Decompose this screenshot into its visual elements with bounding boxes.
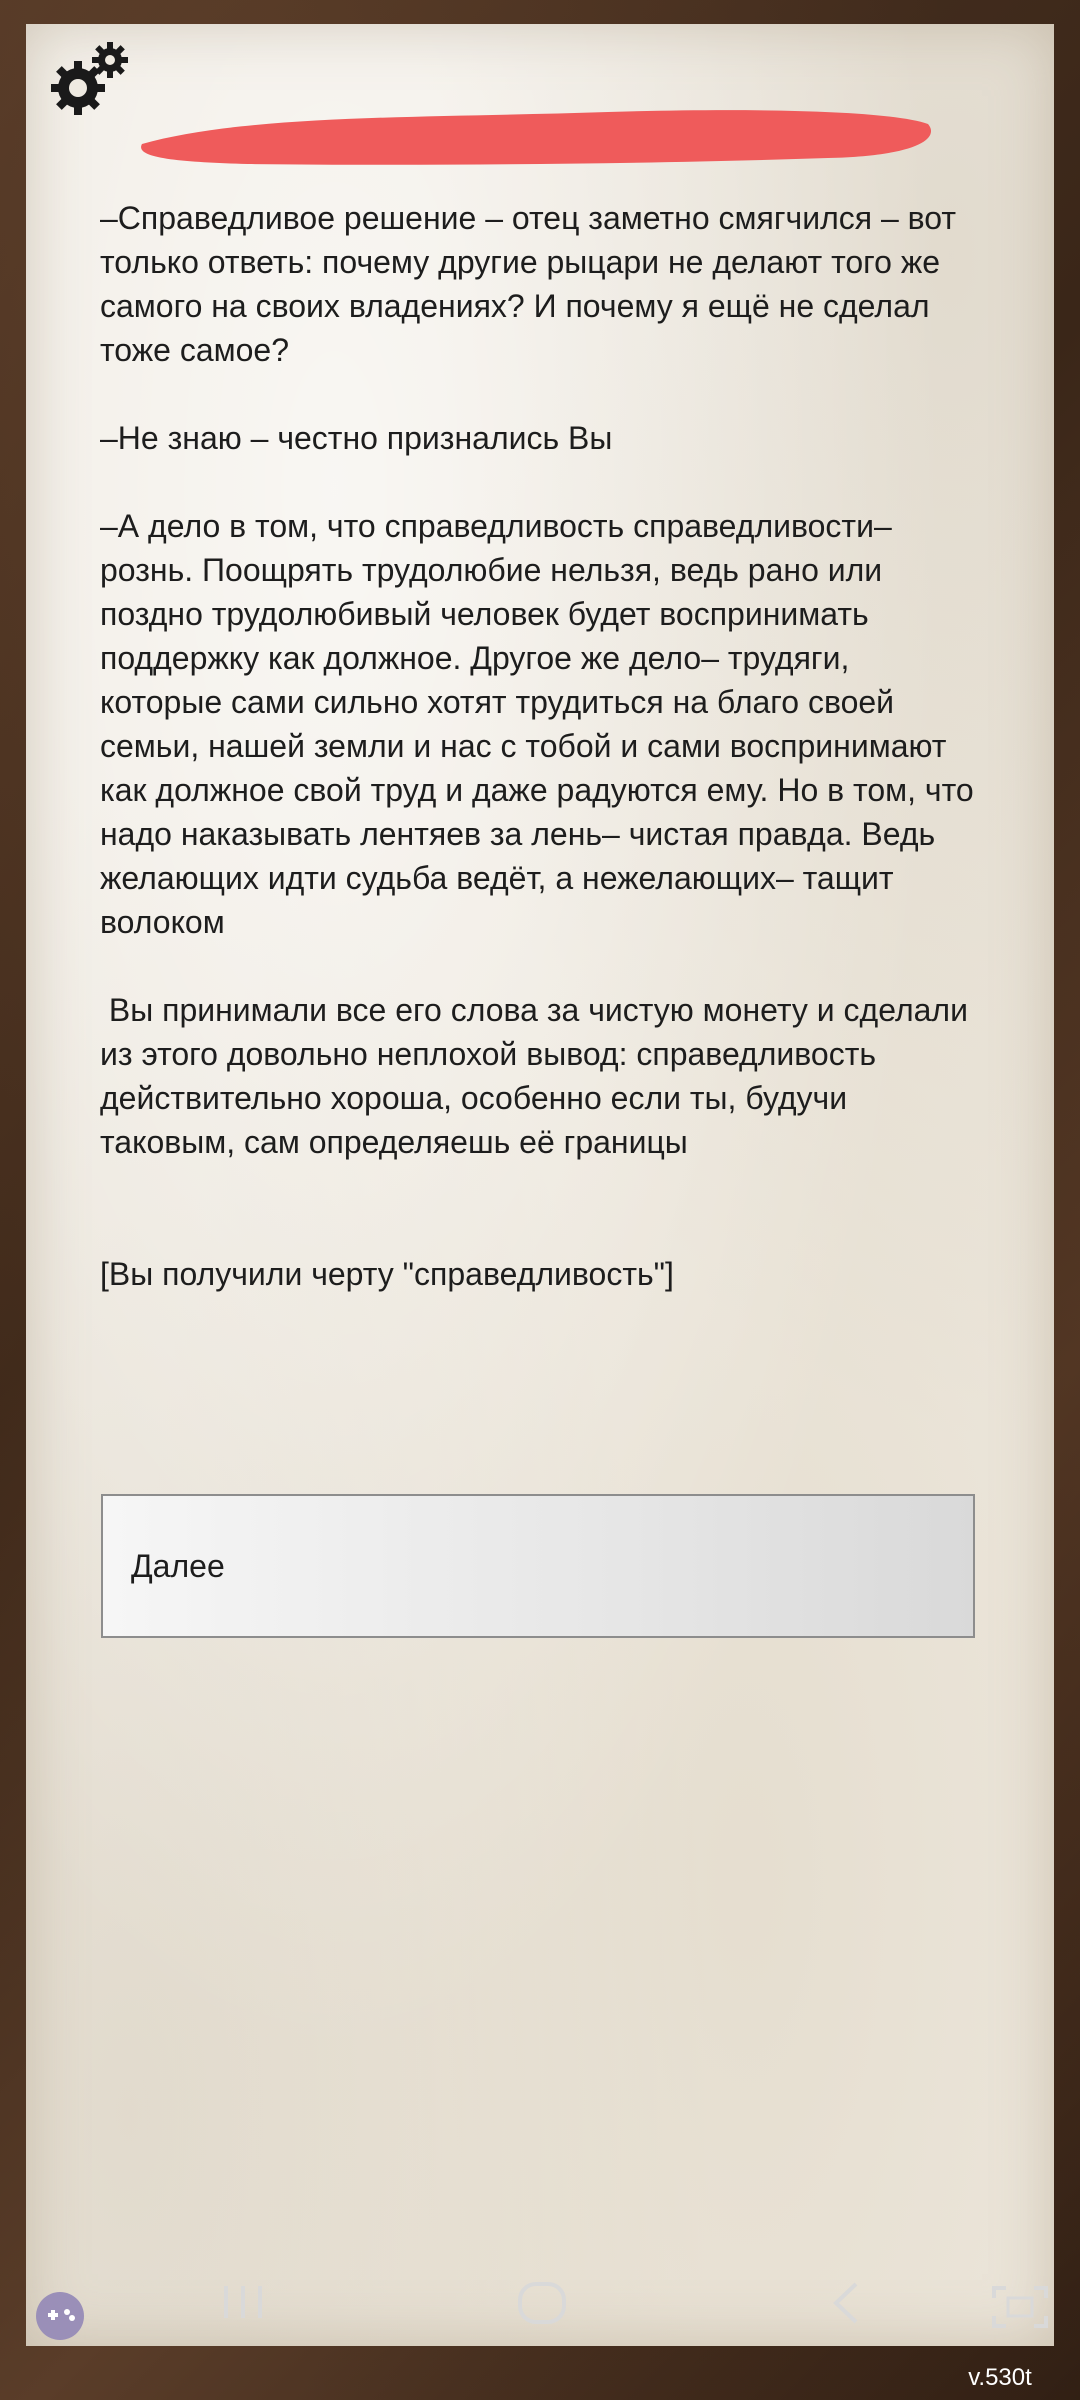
next-button[interactable] bbox=[101, 1494, 975, 1638]
story-paragraph: –Справедливое решение – отец заметно смягчился – вот только ответь: почему другие рыцари не делают того же самого на своих владениях? И почему я ещё не сделал тоже самое? bbox=[100, 200, 965, 368]
home-icon[interactable] bbox=[516, 2280, 568, 2326]
version-label: v.530t bbox=[968, 2364, 1032, 2391]
story-paragraph: –А дело в том, что справедливость справедливости– рознь. Поощрять трудолюбие нельзя, ведь рано или поздно трудолюбивый человек будет воспринимать поддержку как должное. Другое же дело– трудяги, которые сами сильно хотят трудиться на благо своей семьи, нашей земли и нас с тобой и сами воспринимают как должное свой труд и даже радуются ему. Но в том, что надо наказывать лентяев за лень– чистая правда. Ведь желающих идти судьба ведёт, а нежелающих– тащит волоком bbox=[100, 508, 983, 940]
system-navigation-bar bbox=[0, 2280, 1080, 2400]
recents-icon[interactable] bbox=[218, 2282, 268, 2322]
screenshot-icon[interactable] bbox=[990, 2284, 1050, 2330]
story-paragraph: –Не знаю – честно признались Вы bbox=[100, 420, 613, 456]
redaction-mark bbox=[128, 104, 944, 170]
gear-icon[interactable] bbox=[48, 38, 134, 118]
story-text bbox=[100, 196, 983, 1340]
story-paragraph: Вы принимали все его слова за чистую монету и сделали из этого довольно неплохой вывод: справедливость действительно хороша, особенно если ты, будучи таковым, сам определяешь её границы bbox=[100, 992, 977, 1160]
game-icon[interactable] bbox=[32, 2288, 88, 2344]
trait-notice: [Вы получили черту "справедливость"] bbox=[100, 1256, 674, 1292]
back-icon[interactable] bbox=[826, 2280, 866, 2326]
next-button-label: Далее bbox=[131, 1547, 225, 1584]
